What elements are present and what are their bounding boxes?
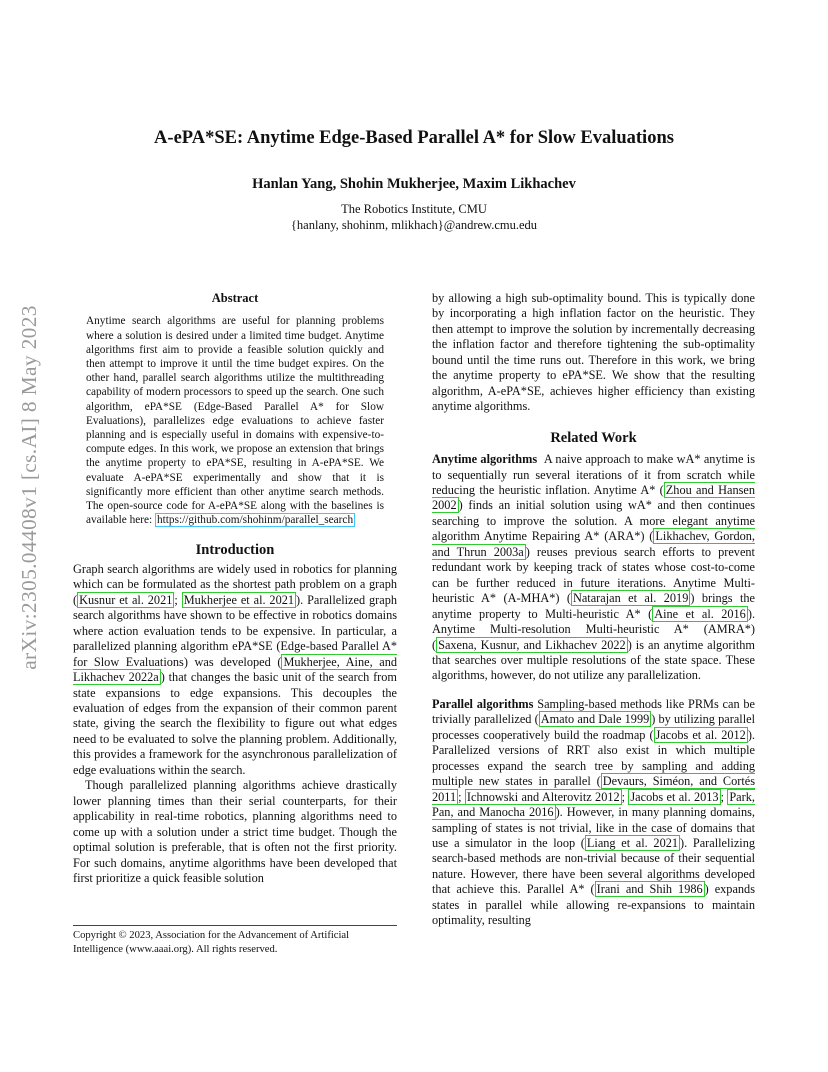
citation-link[interactable]: Mukherjee, Aine, and Likhachev 2022a [73,654,397,685]
intro-paragraph-1: Graph search algorithms are widely used in robotics for planning which can be formulated as the shortest path problem on a graph ( Kusnur et al. 2021 ; Mukherjee et al. 2021 ). Parallelized graph search algorithms have shown to be effective in robotics domains where action evaluation tends to be expensive. In particular, a parallelized planning algorithm ePA*SE (Edge-based Parallel A* for Slow Evaluations) was developed ( Mukherjee, Aine, and Likhachev 2022a ) that changes the basic unit of the search from state expansions to edge expansions. This decouples the evaluation of edges from the expansion of their common parent state, giving the search the flexibility to figure out what edges need to be evaluated to solve the planning problem. Additionally, this provides a framework for the asynchronous parallelization of edge evaluations within the search. [73,561,397,777]
citation-link[interactable]: Park, Pan, and Manocha 2016 [432,789,755,820]
anytime-algorithms-heading: Anytime algorithms [432,452,538,467]
parallel-algorithms-paragraph: Parallel algorithms Sampling-based methods like PRMs can be trivially parallelized ( Amato and Dale 1999 ) by utilizing parallel processes cooperatively build the roadmap ( Jacobs et al. 2012 ). Parallelized versions of RRT also exist in which multiple processes expand the search tree by sampling and adding multiple new states in parallel ( Devaurs, Siméon, and Cortés 2011 ; Ichnowski and Alterovitz 2012 ; Jacobs et al. 2013 ; Park, Pan, and Manocha 2016 ). However, in many planning domains, sampling of states is not trivial, like in the case of domains that use a simulator in the loop ( Liang et al. 2021 ). Parallelizing search-based methods are non-trivial because of their sequential nature. However, there have been several algorithms developed that achieve this. Parallel A* ( Irani and Shih 1986 ) expands states in parallel while allowing re-expansions to maintain optimality, resulting [432,696,756,928]
intro-continued-paragraph: by allowing a high sub-optimality bound. This is typically done by incorporating a high inflation factor on the heuristic. They then attempt to improve the solution by incrementally decreasing the inflation factor and therefore tightening the sub-optimality bound until the time runs out. Therefore in this work, we bring the anytime property to ePA*SE. We show that the resulting algorithm, A-ePA*SE, achieves higher efficiency than existing anytime algorithms. [432,291,755,414]
citation-link[interactable]: Ichnowski and Alterovitz 2012 [466,789,620,804]
right-column [432,291,755,929]
citation-link[interactable]: Jacobs et al. 2013 [630,789,719,804]
author-emails: {hanlany, shohinm, mlikhach}@andrew.cmu.edu [290,218,538,232]
anytime-algorithms-paragraph: Anytime algorithms A naive approach to make wA* anytime is to sequentially run several iterations of it from scratch while reducing the heuristic inflation. Anytime A* ( Zhou and Hansen 2002 ) finds an initial solution using wA* and then continues searching to improve the solution. A more elegant anytime algorithm Anytime Repairing A* (ARA*) ( Likhachev, Gordon, and Thrun 2003a ) reuses previous search efforts to prevent redundant work by keeping track of states whose cost-to-come can be further reduced in future iterations. Anytime Multi-heuristic A* (A-MHA*) ( Natarajan et al. 2019 ) brings the anytime property to Multi-heuristic A* ( Aine et al. 2016 ). Anytime Multi-resolution Multi-heuristic A* (AMRA*) ( Saxena, Kusnur, and Likhachev 2022 ) is an anytime algorithm that searches over multiple resolutions of the state space. These algorithms, however, do not utilize any parallelization. [432,452,756,683]
citation-link[interactable]: Natarajan et al. 2019 [572,591,689,606]
affiliation: The Robotics Institute, CMU [341,202,487,216]
abstract-heading: Abstract [211,291,259,305]
introduction-heading: Introduction [195,541,275,558]
citation-link[interactable]: Likhachev, Gordon, and Thrun 2003a [432,529,756,559]
citation-link[interactable]: Devaurs, Siméon, and Cortés 2011 [432,774,755,804]
citation-link[interactable]: Amato and Dale 1999 [540,712,650,727]
citation-link[interactable]: Zhou and Hansen 2002 [432,482,755,513]
related-work-heading: Related Work [550,429,637,446]
intro-paragraph-2: Though parallelized planning algorithms achieve drastically lower planning times than their serial counterparts, for their applicability in real-time robotics, planning algorithms need to come up with a solution under a strict time budget. Though the optimal solution is preferable, that is often not the first priority. For such domains, anytime algorithms have been developed that first prioritize a quick feasible solution [73,778,397,886]
citation-link[interactable]: Jacobs et al. 2012 [655,727,746,742]
citation-link[interactable]: Liang et al. 2021 [586,835,679,850]
abstract-body [73,314,397,527]
citation-link[interactable]: Irani and Shih 1986 [596,882,703,897]
parallel-algorithms-heading: Parallel algorithms [432,696,534,711]
abstract-text: Anytime search algorithms are useful for planning problems where a solution is desired under a limited time budget. Anytime algorithms first aim to provide a feasible solution quickly and then attempt to improve it until the time budget expires. On the other hand, parallel search algorithms utilize the multithreading capability of modern processors to speed up the search. One such algorithm, ePA*SE (Edge-Based Parallel A* for Slow Evaluations), parallelizes edge evaluations to achieve faster planning and is especially useful in domains with expensive-to-compute edges. In this work, we propose an extension that brings the anytime property to ePA*SE, resulting in A-ePA*SE. We evaluate A-ePA*SE experimentally and show that it is significantly more efficient than other anytime search methods. The open-source code for A-ePA*SE along with the baselines is available here: [86,315,384,527]
code-repository-link[interactable]: https://github.com/shohinm/parallel_search [157,514,354,527]
paper-title: A-ePA*SE: Anytime Edge-Based Parallel A* for Slow Evaluations [154,128,674,148]
author-list: Hanlan Yang, Shohin Mukherjee, Maxim Likhachev [252,176,576,192]
arxiv-identifier [10,265,48,710]
citation-link[interactable]: Aine et al. 2016 [654,606,746,621]
citation-link[interactable]: Saxena, Kusnur, and Likhachev 2022 [438,637,626,652]
citation-link[interactable]: Mukherjee et al. 2021 [183,592,295,607]
arxiv-identifier-text: arXiv:2305.04408v1 [cs.AI] 8 May 2023 [16,305,41,670]
copyright-footnote: Copyright © 2023, Association for the Advancement of Artificial Intelligence (www.aaai.org). All rights reserved. [73,925,397,956]
citation-link[interactable]: Kusnur et al. 2021 [79,592,173,607]
left-column [73,291,397,886]
